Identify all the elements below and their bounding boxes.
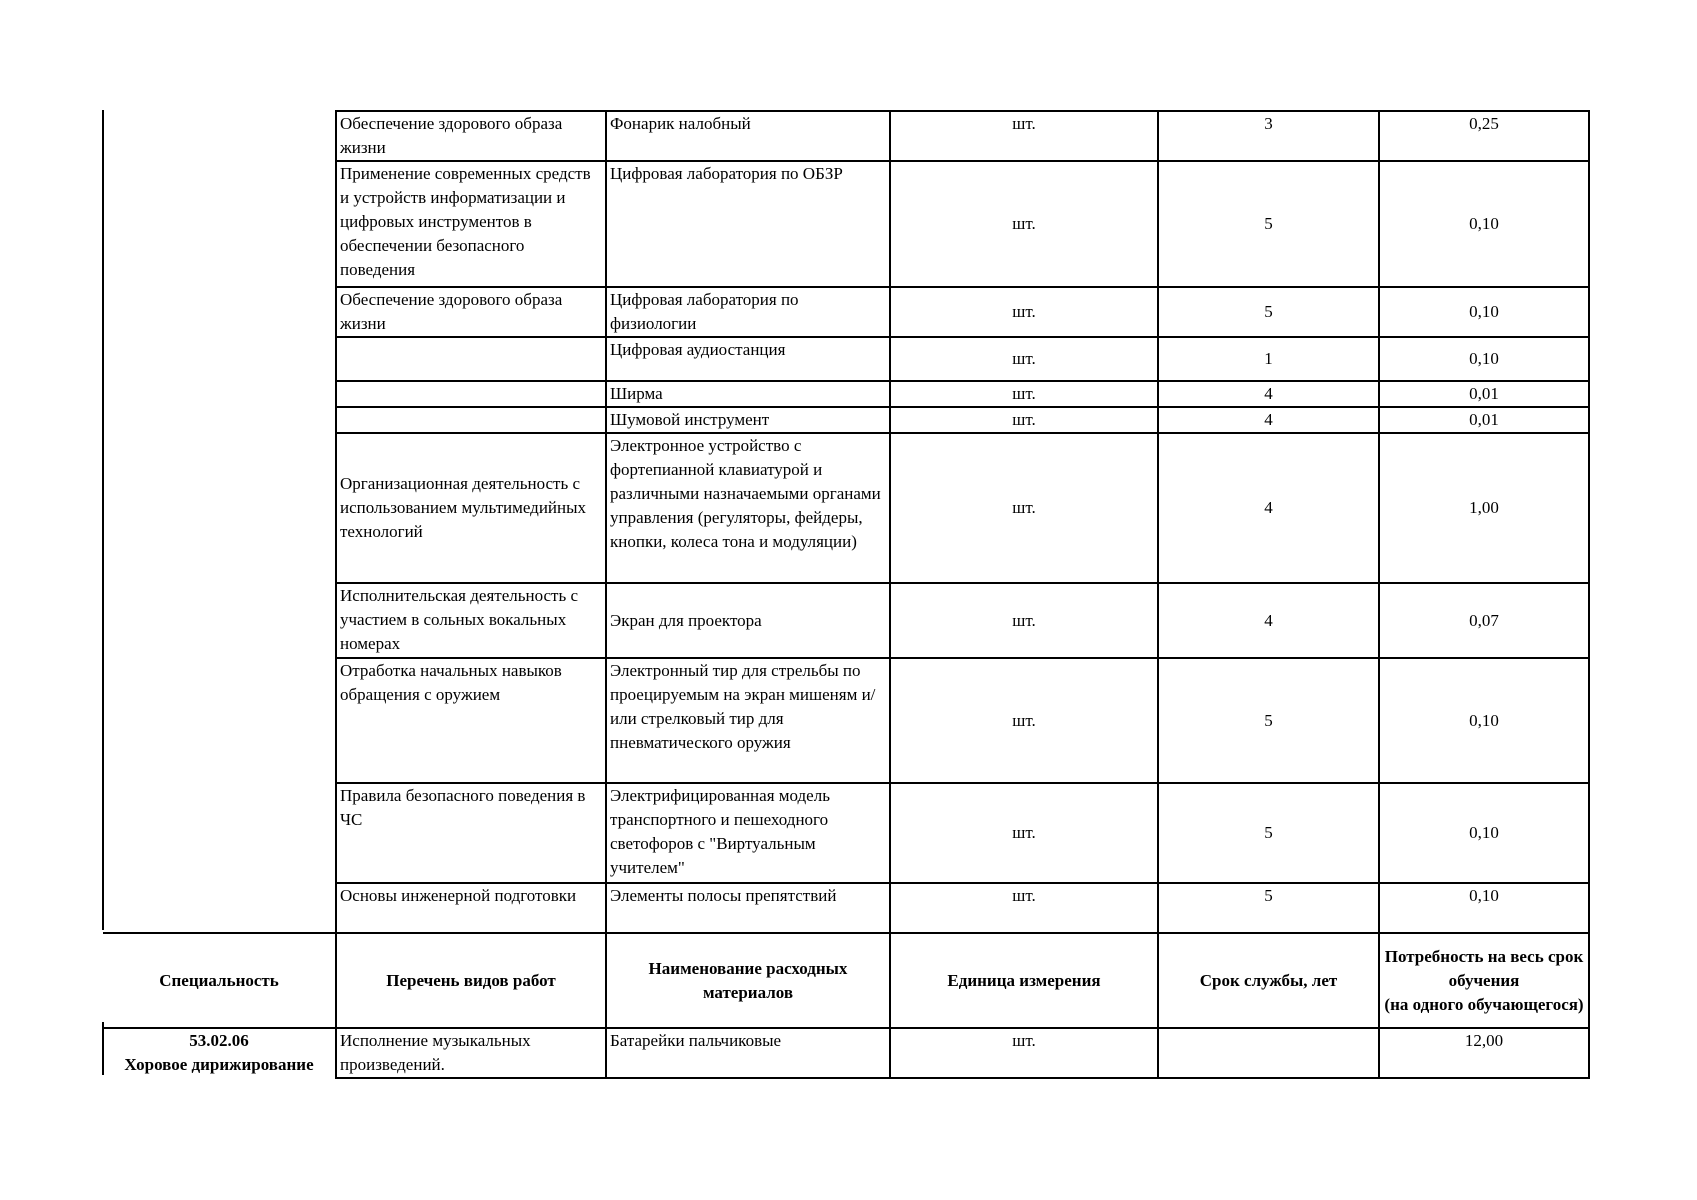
header-work-types: Перечень видов работ	[336, 933, 606, 1028]
service-life-cell: 3	[1158, 111, 1379, 161]
unit-cell: шт.	[890, 407, 1158, 433]
need-cell: 0,25	[1379, 111, 1589, 161]
material-cell: Электронное устройство с фортепианной клавиатурой и различными назначаемыми органами управления (регуляторы, фейдеры, кнопки, колеса тона и модуляции)	[606, 433, 890, 583]
need-cell: 0,01	[1379, 381, 1589, 407]
work-type-cell	[336, 337, 606, 381]
service-life-cell: 5	[1158, 658, 1379, 783]
specialty-empty-cell	[103, 111, 336, 933]
service-life-cell: 4	[1158, 433, 1379, 583]
service-life-cell: 5	[1158, 883, 1379, 933]
need-cell: 0,10	[1379, 883, 1589, 933]
header-unit: Единица измерения	[890, 933, 1158, 1028]
unit-cell: шт.	[890, 111, 1158, 161]
material-cell: Ширма	[606, 381, 890, 407]
material-cell: Цифровая аудиостанция	[606, 337, 890, 381]
material-cell: Батарейки пальчиковые	[606, 1028, 890, 1078]
material-cell: Цифровая лаборатория по ОБЗР	[606, 161, 890, 287]
work-type-cell: Обеспечение здорового образа жизни	[336, 111, 606, 161]
table-header-row	[103, 933, 1589, 1028]
service-life-cell: 4	[1158, 381, 1379, 407]
service-life-cell: 5	[1158, 783, 1379, 883]
unit-cell: шт.	[890, 287, 1158, 337]
work-type-cell: Обеспечение здорового образа жизни	[336, 287, 606, 337]
material-cell: Фонарик налобный	[606, 111, 890, 161]
unit-cell: шт.	[890, 161, 1158, 287]
unit-cell: шт.	[890, 783, 1158, 883]
need-cell: 0,10	[1379, 287, 1589, 337]
unit-cell: шт.	[890, 433, 1158, 583]
unit-cell: шт.	[890, 658, 1158, 783]
need-cell: 1,00	[1379, 433, 1589, 583]
material-cell: Шумовой инструмент	[606, 407, 890, 433]
work-type-cell	[336, 407, 606, 433]
work-type-cell: Отработка начальных навыков обращения с оружием	[336, 658, 606, 783]
material-cell: Электрифицированная модель транспортного и пешеходного светофоров с "Виртуальным учителем"	[606, 783, 890, 883]
consumables-table	[103, 110, 1590, 1079]
header-need: Потребность на весь срок обучения (на одного обучающегося)	[1379, 933, 1589, 1028]
material-cell: Элементы полосы препятствий	[606, 883, 890, 933]
service-life-cell: 5	[1158, 161, 1379, 287]
work-type-cell: Основы инженерной подготовки	[336, 883, 606, 933]
unit-cell: шт.	[890, 1028, 1158, 1078]
need-cell: 0,10	[1379, 337, 1589, 381]
work-type-cell: Исполнительская деятельность с участием в сольных вокальных номерах	[336, 583, 606, 658]
unit-cell: шт.	[890, 381, 1158, 407]
table-row	[103, 111, 1589, 161]
service-life-cell: 5	[1158, 287, 1379, 337]
work-type-cell: Правила безопасного поведения в ЧС	[336, 783, 606, 883]
work-type-cell: Применение современных средств и устройств информатизации и цифровых инструментов в обеспечении безопасного поведения	[336, 161, 606, 287]
header-service-life: Срок службы, лет	[1158, 933, 1379, 1028]
unit-cell: шт.	[890, 337, 1158, 381]
need-cell: 0,01	[1379, 407, 1589, 433]
table-row	[103, 1028, 1589, 1078]
header-materials: Наименование расходных материалов	[606, 933, 890, 1028]
material-cell: Электронный тир для стрельбы по проецируемым на экран мишеням и/или стрелковый тир для пневматического оружия	[606, 658, 890, 783]
need-cell: 0,10	[1379, 658, 1589, 783]
specialty-cell: 53.02.06 Хоровое дирижирование	[103, 1028, 336, 1078]
material-cell: Цифровая лаборатория по физиологии	[606, 287, 890, 337]
service-life-cell: 1	[1158, 337, 1379, 381]
need-cell: 0,07	[1379, 583, 1589, 658]
work-type-cell: Исполнение музыкальных произведений.	[336, 1028, 606, 1078]
service-life-cell: 4	[1158, 407, 1379, 433]
need-cell: 12,00	[1379, 1028, 1589, 1078]
unit-cell: шт.	[890, 883, 1158, 933]
work-type-cell: Организационная деятельность с использованием мультимедийных технологий	[336, 433, 606, 583]
work-type-cell	[336, 381, 606, 407]
material-cell: Экран для проектора	[606, 583, 890, 658]
service-life-cell: 4	[1158, 583, 1379, 658]
need-cell: 0,10	[1379, 161, 1589, 287]
unit-cell: шт.	[890, 583, 1158, 658]
header-specialty: Специальность	[103, 933, 336, 1028]
service-life-cell	[1158, 1028, 1379, 1078]
need-cell: 0,10	[1379, 783, 1589, 883]
